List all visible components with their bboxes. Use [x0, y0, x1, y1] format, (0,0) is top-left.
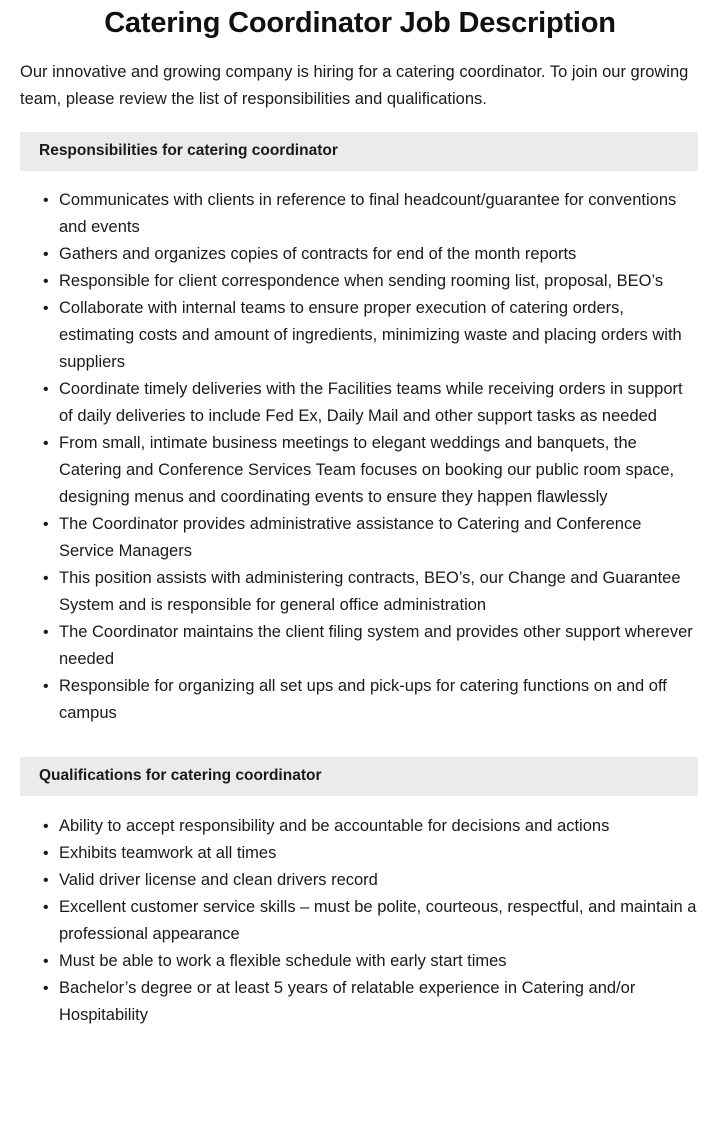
list-item: • Collaborate with internal teams to ensure proper execution of catering orders, estimating costs and amount of ingredients, minimizing waste and placing orders with suppliers	[59, 295, 700, 376]
list-item: • Excellent customer service skills – must be polite, courteous, respectful, and maintain a professional appearance	[59, 894, 700, 948]
list-item: • Bachelor’s degree or at least 5 years of relatable experience in Catering and/or Hospitability	[59, 975, 700, 1029]
section-responsibilities	[0, 132, 720, 738]
list-item: • The Coordinator provides administrative assistance to Catering and Conference Service Managers	[59, 511, 700, 565]
section-header-responsibilities	[20, 132, 698, 171]
list-item: • This position assists with administering contracts, BEO’s, our Change and Guarantee System and is responsible for general office administration	[59, 565, 700, 619]
intro-paragraph: Our innovative and growing company is hiring for a catering coordinator. To join our growing team, please review the list of responsibilities and qualifications.	[20, 63, 689, 109]
list-item: • Valid driver license and clean drivers record	[59, 867, 700, 894]
list-item: • Exhibits teamwork at all times	[59, 840, 700, 867]
list-item: • Responsible for client correspondence when sending rooming list, proposal, BEO’s	[59, 268, 700, 295]
list-item: • Communicates with clients in reference to final headcount/guarantee for conventions and events	[59, 187, 700, 241]
section-header-label: Responsibilities for catering coordinator	[39, 142, 338, 160]
list-item: • Must be able to work a flexible schedule with early start times	[59, 948, 700, 975]
list-item: • Gathers and organizes copies of contracts for end of the month reports	[59, 241, 700, 268]
section-header-label: Qualifications for catering coordinator	[39, 767, 322, 785]
page-title: Catering Coordinator Job Description	[104, 7, 616, 39]
list-item: • The Coordinator maintains the client filing system and provides other support wherever needed	[59, 619, 700, 673]
list-item: • Responsible for organizing all set ups and pick-ups for catering functions on and off campus	[59, 673, 700, 727]
section-header-qualifications	[20, 757, 698, 796]
qualifications-list	[0, 796, 720, 1029]
responsibilities-list	[0, 171, 720, 727]
section-qualifications	[0, 757, 720, 1029]
list-item: • Ability to accept responsibility and be accountable for decisions and actions	[59, 813, 700, 840]
list-item: • From small, intimate business meetings to elegant weddings and banquets, the Catering and Conference Services Team focuses on booking our public room space, designing menus and coordinating events to ensure they happen flawlessly	[59, 430, 700, 511]
list-item: • Coordinate timely deliveries with the Facilities teams while receiving orders in support of daily deliveries to include Fed Ex, Daily Mail and other support tasks as needed	[59, 376, 700, 430]
